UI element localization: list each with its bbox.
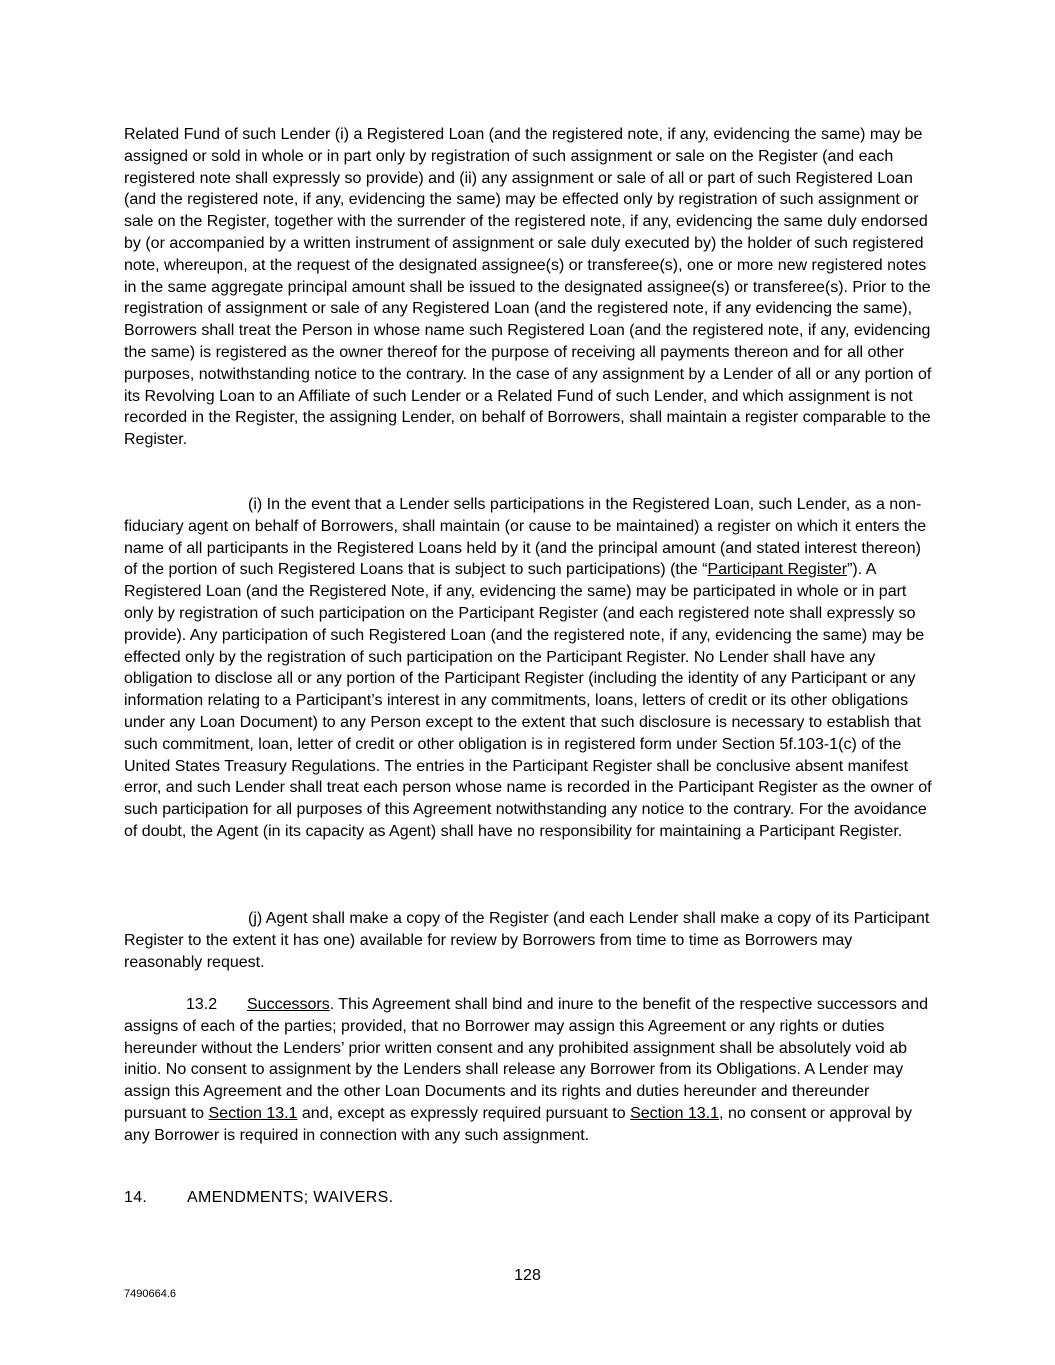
heading-title: AMENDMENTS; WAIVERS. <box>187 1189 394 1206</box>
clause-label: (i) <box>248 496 263 513</box>
heading-number: 14. <box>124 1189 148 1206</box>
paragraph-text: Agent shall make a copy of the Register (and each Lender shall make a copy of its Participant Register to the extent it has one) available for review by Borrowers from time to time as Borrowers may reasonably request. <box>124 910 930 971</box>
paragraph-text: , no consent or approval by any Borrower is required in connection with any such assignment. <box>124 1104 913 1144</box>
section-13-2-successors <box>124 994 932 1147</box>
defined-term: Participant Register <box>707 561 848 579</box>
section-reference: Section 13.1 <box>208 1104 298 1122</box>
page-number: 128 <box>514 1267 541 1284</box>
document-id: 7490664.6 <box>124 1288 176 1300</box>
section-number: 13.2 <box>186 996 218 1013</box>
paragraph-text: ”). A Registered Loan (and the Registered Note, if any, evidencing the same) may be participated in whole or in part only by registration of such participation on the Participant Register (and each registered note shall expressly so provide). Any participation of such Registered Loan (and the registered note, if any, evidencing the same) may be effected only by the registration of such participation on the Participant Register. No Lender shall have any obligation to disclose all or any portion of the Participant Register (including the identity of any Participant or any information relating to a Participant’s interest in any commitments, loans, letters of credit or its other obligations under any Loan Document) to any Person except to the extent that such disclosure is necessary to establish that such commitment, loan, letter of credit or other obligation is in registered form under Section 5f.103-1(c) of the United States Treasury Regulations. The entries in the Participant Register shall be conclusive absent manifest error, and such Lender shall treat each person whose name is recorded in the Participant Register as the owner of such participation for all purposes of this Agreement notwithstanding any notice to the contrary. For the avoidance of doubt, the Agent (in its capacity as Agent) shall have no responsibility for maintaining a Participant Register. <box>124 561 932 840</box>
paragraph-i-participant-register <box>124 494 932 843</box>
clause-label: (j) <box>248 910 263 927</box>
paragraph-text: . This Agreement shall bind and inure to the benefit of the respective successors and assigns of each of the parties; provided, that no Borrower may assign this Agreement or any rights or duties hereunder without the Lenders’ prior written consent and any prohibited assignment shall be absolutely void ab initio. No consent to assignment by the Lenders shall release any Borrower from its Obligations. A Lender may assign this Agreement and the other Loan Documents and its rights and duties hereunder and thereunder pursuant to <box>124 996 928 1122</box>
paragraph-text: and, except as expressly required pursuant to <box>297 1104 631 1122</box>
section-title: Successors <box>247 996 330 1013</box>
paragraph-j-register-copy <box>124 908 932 973</box>
paragraph-text: In the event that a Lender sells participations in the Registered Loan, such Lender, as a non-fiduciary agent on behalf of Borrowers, shall maintain (or cause to be maintained) a register on which it enters the name of all participants in the Registered Loans held by it (and the principal amount (and stated interest thereon) of the portion of such Registered Loans that is subject to such participations) (the “ <box>124 496 927 579</box>
section-reference: Section 13.1 <box>630 1104 720 1122</box>
section-heading-14 <box>124 1189 393 1207</box>
paragraph-text: Related Fund of such Lender (i) a Registered Loan (and the registered note, if any, evidencing the same) may be assigned or sold in whole or in part only by registration of such assignment or sale on the Register (and each registered note shall expressly so provide) and (ii) any assignment or sale of all or part of such Registered Loan (and the registered note, if any, evidencing the same) may be effected only by registration of such assignment or sale on the Register, together with the surrender of the registered note, if any, evidencing the same duly endorsed by (or accompanied by a written instrument of assignment or sale duly executed by) the holder of such registered note, whereupon, at the request of the designated assignee(s) or transferee(s), one or more new registered notes in the same aggregate principal amount shall be issued to the designated assignee(s) or transferee(s). Prior to the registration of assignment or sale of any Registered Loan (and the registered note, if any evidencing the same), Borrowers shall treat the Person in whose name such Registered Loan (and the registered note, if any, evidencing the same) is registered as the owner thereof for the purpose of receiving all payments thereon and for all other purposes, notwithstanding notice to the contrary. In the case of any assignment by a Lender of all or any portion of its Revolving Loan to an Affiliate of such Lender or a Related Fund of such Lender, and which assignment is not recorded in the Register, the assigning Lender, on behalf of Borrowers, shall maintain a register comparable to the Register. <box>124 126 932 449</box>
paragraph-register-continuation <box>124 124 932 451</box>
